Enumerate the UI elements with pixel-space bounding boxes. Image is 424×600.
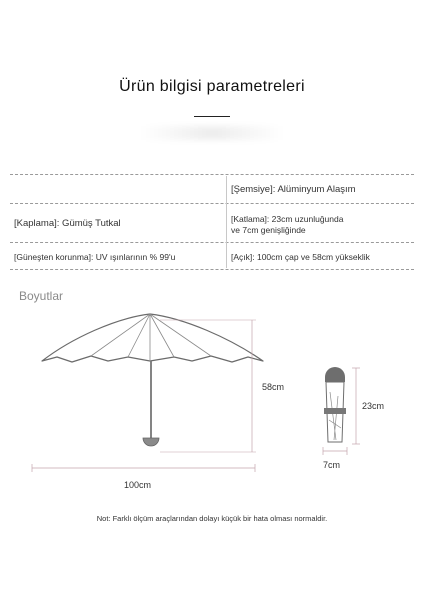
spec-folded-size-line2: ve 7cm genişliğinde — [231, 225, 306, 235]
open-umbrella-canopy — [42, 314, 263, 362]
page-title: Ürün bilgisi parametreleri — [119, 78, 305, 95]
folded-umbrella-cap — [325, 367, 345, 382]
open-umbrella-handle — [143, 438, 159, 446]
folded-width-label: 7cm — [323, 460, 341, 470]
open-umbrella-ribs — [91, 314, 211, 361]
open-diameter-label: 100cm — [124, 480, 152, 490]
folded-length-label: 23cm — [362, 401, 385, 411]
spec-open-size: [Açık]: 100cm çap ve 58cm yükseklik — [231, 252, 370, 262]
folded-umbrella-strap — [324, 408, 346, 414]
footer-note: Not: Farklı ölçüm araçlarından dolayı küçük bir hata olması normaldir. — [96, 514, 328, 523]
section-title-dimensions: Boyutlar — [19, 289, 64, 303]
spec-folded-size-line1: [Katlama]: 23cm uzunluğunda — [231, 214, 344, 224]
spec-uv-protection: [Güneşten korunma]: UV ışınlarının % 99'u — [14, 252, 176, 262]
spec-frame-material: [Şemsiye]: Alüminyum Alaşım — [231, 184, 356, 195]
open-height-label: 58cm — [262, 382, 285, 392]
spec-canopy-coating: [Kaplama]: Gümüş Tutkal — [14, 218, 121, 229]
